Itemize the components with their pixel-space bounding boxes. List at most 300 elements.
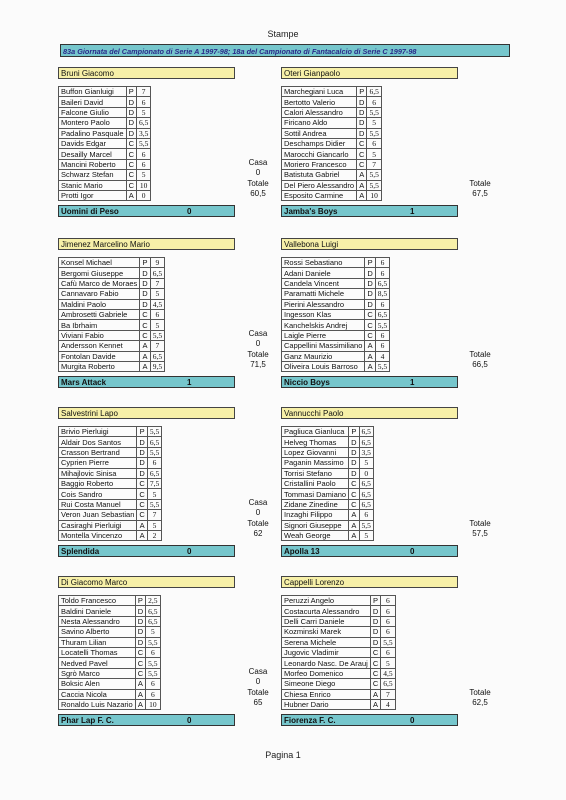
player-role: D (370, 616, 380, 626)
player-name: Helveg Thomas (282, 437, 349, 447)
away-team-bar (281, 376, 458, 388)
player-row (282, 437, 374, 447)
player-name: Viviani Fabio (59, 330, 140, 340)
player-name: Kanchelskis Andrej (282, 320, 365, 330)
player-name: Marchegiani Luca (282, 87, 357, 97)
player-role: C (365, 309, 375, 319)
player-role: D (140, 299, 150, 309)
player-name: Locatelli Thomas (59, 647, 136, 657)
away-manager: Vannucchi Paolo (281, 407, 458, 419)
player-row (59, 128, 151, 138)
player-vote: 6 (375, 258, 389, 268)
totale-label: Totale (247, 178, 269, 188)
player-name: Weah George (282, 530, 349, 540)
player-row (282, 159, 382, 169)
away-total: 62,5 (472, 698, 488, 707)
player-role: D (357, 128, 367, 138)
player-vote: 4,5 (150, 299, 164, 309)
player-role: P (370, 596, 380, 606)
player-name: Paramatti Michele (282, 289, 365, 299)
player-vote: 5 (359, 530, 373, 540)
player-name: Nesta Alessandro (59, 616, 136, 626)
player-name: Mihajlovic Sinisa (59, 468, 137, 478)
player-row (282, 320, 390, 330)
player-role: C (357, 138, 367, 148)
player-vote: 9 (150, 258, 164, 268)
player-name: Del Piero Alessandro (282, 180, 357, 190)
player-vote: 6,5 (375, 278, 389, 288)
player-vote: 6 (146, 689, 160, 699)
player-vote: 5,5 (146, 658, 160, 668)
home-lineup-table (58, 257, 165, 372)
player-row (282, 627, 396, 637)
player-role: D (349, 458, 359, 468)
player-name: Costacurta Alessandro (282, 606, 371, 616)
player-vote: 5,5 (367, 107, 381, 117)
player-role: D (135, 637, 145, 647)
player-row (59, 258, 165, 268)
player-name: Torrisi Stefano (282, 468, 349, 478)
player-role: P (137, 427, 147, 437)
player-name: Serena Michele (282, 637, 371, 647)
player-vote: 6 (375, 299, 389, 309)
home-score: 0 (255, 339, 261, 349)
player-role: C (349, 478, 359, 488)
player-name: Paganin Massimo (282, 458, 349, 468)
player-name: Buffon Gianluigi (59, 87, 127, 97)
player-vote: 6,5 (367, 87, 381, 97)
player-vote: 6 (136, 149, 150, 159)
player-role: C (137, 478, 147, 488)
player-row (282, 647, 396, 657)
player-row (282, 668, 396, 678)
player-row (59, 330, 165, 340)
player-name: Sgrò Marco (59, 668, 136, 678)
casa-label: Casa (248, 329, 268, 339)
player-name: Crasson Bertrand (59, 447, 137, 457)
player-role: D (135, 606, 145, 616)
player-role: C (370, 658, 380, 668)
player-row (282, 170, 382, 180)
player-role: C (137, 489, 147, 499)
player-name: Batistuta Gabriel (282, 170, 357, 180)
player-row (59, 97, 151, 107)
player-role: D (126, 97, 136, 107)
player-name: Falcone Giulio (59, 107, 127, 117)
player-role: D (135, 627, 145, 637)
player-name: Esposito Carmine (282, 190, 357, 200)
home-score: 0 (255, 677, 261, 687)
player-name: Pierini Alessandro (282, 299, 365, 309)
player-row (59, 87, 151, 97)
team-name: Apolla 13 (284, 547, 320, 557)
away-lineup-table (281, 86, 382, 201)
player-role: P (349, 427, 359, 437)
player-role: C (126, 180, 136, 190)
player-vote: 6,5 (359, 489, 373, 499)
player-row (59, 289, 165, 299)
player-role: C (137, 499, 147, 509)
player-row (59, 606, 161, 616)
player-row (59, 170, 151, 180)
player-vote: 0 (359, 468, 373, 478)
home-lineup-table (58, 595, 161, 710)
player-vote: 6 (147, 458, 161, 468)
player-role: C (370, 679, 380, 689)
player-row (282, 447, 374, 457)
player-row (282, 309, 390, 319)
player-vote: 5,5 (146, 637, 160, 647)
player-name: Thuram Lilian (59, 637, 136, 647)
player-role: D (357, 118, 367, 128)
player-role: A (140, 341, 150, 351)
player-row (59, 658, 161, 668)
player-vote: 6,5 (375, 309, 389, 319)
player-vote: 6 (381, 647, 395, 657)
player-vote: 6 (146, 679, 160, 689)
player-row (282, 118, 382, 128)
player-name: Konsel Michael (59, 258, 140, 268)
player-role: P (126, 87, 136, 97)
player-name: Simeone Diego (282, 679, 371, 689)
player-vote: 7 (381, 689, 395, 699)
home-manager: Salvestrini Lapo (58, 407, 235, 419)
player-row (59, 478, 162, 488)
player-vote: 5,5 (375, 320, 389, 330)
player-row (282, 289, 390, 299)
player-name: Padalino Pasquale (59, 128, 127, 138)
player-name: Fontolan Davide (59, 351, 140, 361)
player-role: D (349, 447, 359, 457)
player-name: Cois Sandro (59, 489, 137, 499)
player-row (282, 510, 374, 520)
player-row (59, 118, 151, 128)
home-team-bar (58, 376, 235, 388)
player-name: Signori Giuseppe (282, 520, 349, 530)
player-name: Jugovic Vladimir (282, 647, 371, 657)
player-row (282, 679, 396, 689)
player-row (282, 689, 396, 699)
player-row (282, 180, 382, 190)
home-team-bar (58, 205, 235, 217)
totale-label: Totale (469, 518, 491, 528)
team-goals: 0 (410, 547, 415, 557)
player-role: P (135, 596, 145, 606)
player-vote: 6,5 (150, 351, 164, 361)
player-name: Stanic Mario (59, 180, 127, 190)
player-vote: 3,5 (359, 447, 373, 457)
player-role: D (140, 278, 150, 288)
player-role: C (357, 149, 367, 159)
team-name: Jamba's Boys (284, 207, 338, 217)
totale-label: Totale (469, 349, 491, 359)
player-role: A (365, 361, 375, 371)
player-vote: 5,5 (367, 128, 381, 138)
player-row (59, 299, 165, 309)
player-role: A (365, 341, 375, 351)
player-name: Savino Alberto (59, 627, 136, 637)
player-row (59, 647, 161, 657)
player-name: Cristallini Paolo (282, 478, 349, 488)
casa-label: Casa (248, 498, 268, 508)
player-vote: 6,5 (359, 427, 373, 437)
away-team-bar (281, 205, 458, 217)
player-vote: 6,5 (147, 437, 161, 447)
player-name: Murgita Roberto (59, 361, 140, 371)
player-row (59, 138, 151, 148)
player-vote: 10 (136, 180, 150, 190)
player-vote: 6,5 (150, 268, 164, 278)
player-name: Veron Juan Sebastian (59, 510, 137, 520)
player-vote: 6,5 (146, 616, 160, 626)
player-row (282, 489, 374, 499)
player-name: Delli Carri Daniele (282, 616, 371, 626)
player-vote: 0 (136, 190, 150, 200)
page-title: Stampe (267, 29, 299, 39)
player-row (282, 341, 390, 351)
player-role: D (137, 447, 147, 457)
player-vote: 6 (381, 616, 395, 626)
player-row (282, 190, 382, 200)
player-row (59, 699, 161, 709)
home-score: 0 (255, 508, 261, 518)
player-row (59, 468, 162, 478)
player-role: C (365, 320, 375, 330)
totale-label: Totale (247, 687, 269, 697)
player-vote: 6 (150, 309, 164, 319)
team-name: Niccio Boys (284, 378, 330, 388)
player-name: Montero Paolo (59, 118, 127, 128)
player-vote: 7 (150, 341, 164, 351)
player-name: Adani Daniele (282, 268, 365, 278)
team-name: Mars Attack (61, 378, 107, 388)
player-name: Zidane Zinedine (282, 499, 349, 509)
player-role: C (126, 138, 136, 148)
player-vote: 5,5 (367, 170, 381, 180)
player-row (282, 596, 396, 606)
player-name: Aldair Dos Santos (59, 437, 137, 447)
player-name: Cyprien Pierre (59, 458, 137, 468)
player-role: P (365, 258, 375, 268)
player-name: Laigle Pierre (282, 330, 365, 340)
player-role: A (137, 520, 147, 530)
player-row (282, 478, 374, 488)
player-vote: 4,5 (381, 668, 395, 678)
player-role: A (357, 170, 367, 180)
player-name: Kozminski Marek (282, 627, 371, 637)
player-name: Cappellini Massimiliano (282, 341, 365, 351)
home-score: 0 (255, 168, 261, 178)
player-role: A (357, 190, 367, 200)
player-name: Lopez Giovanni (282, 447, 349, 457)
player-row (59, 190, 151, 200)
player-name: Bergomi Giuseppe (59, 268, 140, 278)
team-name: Splendida (61, 547, 100, 557)
player-name: Chiesa Enrico (282, 689, 371, 699)
player-role: D (370, 606, 380, 616)
player-vote: 6,5 (147, 468, 161, 478)
player-vote: 6,5 (381, 679, 395, 689)
player-row (282, 458, 374, 468)
player-row (282, 658, 396, 668)
casa-label: Casa (248, 667, 268, 677)
team-goals: 0 (410, 716, 415, 726)
player-name: Baggio Roberto (59, 478, 137, 488)
player-name: Casiraghi Pierluigi (59, 520, 137, 530)
player-vote: 5 (147, 520, 161, 530)
away-total: 66,5 (472, 360, 488, 369)
player-vote: 6,5 (359, 499, 373, 509)
player-name: Schwarz Stefan (59, 170, 127, 180)
player-vote: 5 (150, 289, 164, 299)
home-team-bar (58, 714, 235, 726)
player-vote: 6 (136, 159, 150, 169)
player-row (282, 427, 374, 437)
away-total: 67,5 (472, 189, 488, 198)
team-name: Uomini di Peso (61, 207, 119, 217)
player-name: Sottil Andrea (282, 128, 357, 138)
player-role: A (357, 180, 367, 190)
away-manager: Cappelli Lorenzo (281, 576, 458, 588)
home-lineup-table (58, 426, 162, 541)
player-name: Caccia Nicola (59, 689, 136, 699)
player-name: Hubner Dario (282, 699, 371, 709)
player-role: C (137, 510, 147, 520)
player-role: D (357, 97, 367, 107)
away-manager: Oteri Gianpaolo (281, 67, 458, 79)
home-total: 71,5 (250, 360, 266, 369)
player-row (282, 637, 396, 647)
away-lineup-table (281, 426, 374, 541)
player-row (282, 499, 374, 509)
player-role: A (135, 679, 145, 689)
player-vote: 5 (359, 458, 373, 468)
player-vote: 9,5 (150, 361, 164, 371)
player-vote: 4 (381, 699, 395, 709)
player-row (59, 510, 162, 520)
player-vote: 5 (136, 107, 150, 117)
player-role: A (126, 190, 136, 200)
player-name: Ganz Maurizio (282, 351, 365, 361)
player-vote: 5,5 (381, 637, 395, 647)
player-row (282, 149, 382, 159)
player-row (59, 616, 161, 626)
player-role: A (135, 689, 145, 699)
player-role: P (140, 258, 150, 268)
player-row (59, 447, 162, 457)
player-role: D (137, 468, 147, 478)
player-row (282, 330, 390, 340)
player-row (59, 427, 162, 437)
player-role: D (349, 437, 359, 447)
totale-label: Totale (469, 687, 491, 697)
player-row (282, 361, 390, 371)
player-row (59, 149, 151, 159)
player-role: A (135, 699, 145, 709)
player-row (59, 679, 161, 689)
away-lineup-table (281, 595, 396, 710)
player-role: C (349, 489, 359, 499)
player-name: Boksic Alen (59, 679, 136, 689)
player-name: Mancini Roberto (59, 159, 127, 169)
player-role: D (370, 637, 380, 647)
player-vote: 5 (367, 118, 381, 128)
player-name: Rossi Sebastiano (282, 258, 365, 268)
team-name: Phar Lap F. C. (61, 716, 114, 726)
player-row (282, 606, 396, 616)
player-role: C (135, 668, 145, 678)
player-vote: 2,5 (146, 596, 160, 606)
player-vote: 5 (146, 627, 160, 637)
player-name: Protti Igor (59, 190, 127, 200)
player-vote: 5 (147, 489, 161, 499)
player-name: Inzaghi Filippo (282, 510, 349, 520)
player-name: Marocchi Giancarlo (282, 149, 357, 159)
player-role: A (137, 530, 147, 540)
player-row (282, 530, 374, 540)
player-row (59, 361, 165, 371)
player-row (282, 97, 382, 107)
player-row (282, 351, 390, 361)
player-name: Cannavaro Fabio (59, 289, 140, 299)
player-name: Desailly Marcel (59, 149, 127, 159)
player-role: A (349, 520, 359, 530)
player-name: Morfeo Domenico (282, 668, 371, 678)
player-role: C (135, 647, 145, 657)
home-team-bar (58, 545, 235, 557)
player-name: Oliveira Louis Barroso (282, 361, 365, 371)
player-role: D (140, 289, 150, 299)
player-vote: 6 (375, 330, 389, 340)
player-vote: 5,5 (146, 668, 160, 678)
home-total: 62 (253, 529, 263, 538)
player-role: D (140, 268, 150, 278)
team-goals: 1 (410, 378, 415, 388)
player-name: Brivio Pierluigi (59, 427, 137, 437)
player-vote: 5 (381, 658, 395, 668)
player-row (59, 351, 165, 361)
home-manager: Jimenez Marcelino Mario (58, 238, 235, 250)
player-vote: 5 (150, 320, 164, 330)
totale-label: Totale (247, 518, 269, 528)
player-role: A (140, 351, 150, 361)
team-goals: 0 (187, 207, 192, 217)
player-role: D (137, 458, 147, 468)
player-role: C (370, 647, 380, 657)
player-name: Deschamps Didier (282, 138, 357, 148)
player-row (282, 128, 382, 138)
player-name: Nedved Pavel (59, 658, 136, 668)
player-vote: 3,5 (136, 128, 150, 138)
player-role: P (357, 87, 367, 97)
player-name: Calori Alessandro (282, 107, 357, 117)
round-banner: 83a Giornata del Campionato di Serie A 1997-98; 18a del Campionato di Fantacalcio di Serie C 1997-98 (60, 44, 510, 57)
player-row (59, 668, 161, 678)
player-vote: 6,5 (136, 118, 150, 128)
player-vote: 5,5 (147, 427, 161, 437)
player-row (59, 489, 162, 499)
player-role: D (126, 118, 136, 128)
player-name: Pagliuca Gianluca (282, 427, 349, 437)
team-goals: 0 (187, 716, 192, 726)
player-role: D (126, 107, 136, 117)
page-number: Pagina 1 (265, 750, 301, 760)
player-role: C (135, 658, 145, 668)
player-role: D (365, 278, 375, 288)
player-role: D (357, 107, 367, 117)
casa-label: Casa (248, 158, 268, 168)
player-row (59, 268, 165, 278)
